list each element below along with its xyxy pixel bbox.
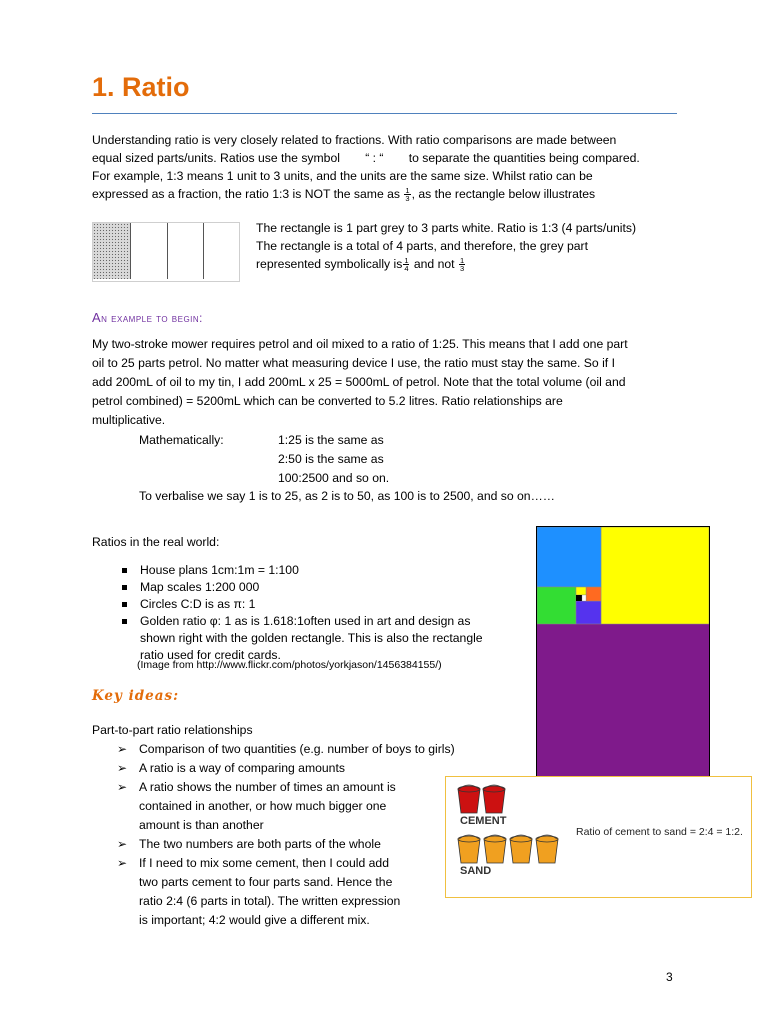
fraction-one-third-b: $\frac{1}{3}$ (459, 256, 465, 274)
math-label: Mathematically: (139, 433, 224, 447)
image-credit: (Image from http://www.flickr.com/photos/yorkjason/1456384155/) (137, 659, 442, 671)
key-ideas-list (117, 740, 457, 930)
golden-rectangle-figure (536, 526, 710, 780)
golden-rectangle-svg (537, 527, 709, 779)
real-world-heading: Ratios in the real world: (92, 535, 220, 549)
ratio-symbol: “ : “ (365, 151, 384, 165)
list-item-line: ratio 2:4 (6 parts in total). The written expression (139, 894, 401, 908)
yellow-square (601, 527, 709, 624)
violet-square (576, 601, 601, 624)
page-title: 1. Ratio (92, 72, 190, 102)
sand-bucket-icon (510, 835, 532, 863)
list-item-line: amount is than another (139, 818, 264, 832)
list-item (117, 778, 457, 835)
white-part-1 (131, 223, 168, 279)
blue-square (537, 527, 601, 587)
list-item (117, 854, 457, 930)
tiny-black-square (576, 595, 582, 601)
list-item: Circles C:D is as π: 1 (118, 596, 528, 613)
cement-sand-caption: Ratio of cement to sand = 2:4 = 1:2. (576, 826, 743, 838)
list-item-line: ➢ Comparison of two quantities (e.g. number of boys to girls) (139, 742, 455, 756)
sand-bucket-icon (484, 835, 506, 863)
example-paragraph: My two-stroke mower requires petrol and oil mixed to a ratio of 1:25. This means that I add one part oil to 25 parts petrol. No matter what measuring device I use, the ratio must stay the same. So if I add 200mL of oil to my tin, I add 200mL x 25 = 5000mL of petrol. Note that the total volume (oil and petrol combined) = 5200mL which can be converted to 5.2 litres. Ratio relationships are multiplicative. (92, 337, 628, 427)
rectangle-explanation: The rectangle is 1 part grey to 3 parts white. Ratio is 1:3 (4 parts/units) The rectangle is a total of 4 parts, and therefore, the grey part represented symbolically is $\frac{1}{4}$ and not $\frac{1}{3}$ (256, 221, 637, 274)
key-ideas-heading: Key ideas: (92, 688, 180, 704)
intro-line-1: Understanding ratio is very closely related to fractions. With ratio comparisons are made between (92, 133, 617, 147)
white-part-2 (168, 223, 204, 279)
list-item: Golden ratio φ: 1 as is 1.618:1often used in art and design as shown right with the golden rectangle. This is also the rectangle ratio used for credit cards. (118, 613, 528, 664)
cement-sand-figure (445, 776, 752, 898)
intro-paragraph (92, 131, 692, 203)
list-item-line: ➢ If I need to mix some cement, then I could add (139, 856, 389, 870)
list-item-line: is important; 4:2 would give a different mix. (139, 913, 370, 927)
buckets-svg (446, 777, 596, 895)
example-heading: An example to begin: (92, 310, 203, 325)
green-square (537, 587, 576, 624)
list-item-line: ➢ A ratio is a way of comparing amounts (139, 761, 345, 775)
fraction-one-quarter: $\frac{1}{4}$ (404, 256, 409, 274)
list-item-line: contained in another, or how much bigger one (139, 799, 387, 813)
cement-label: CEMENT (460, 815, 507, 827)
list-item: House plans 1cm:1m = 1:100 (118, 562, 528, 579)
list-item (117, 740, 457, 759)
list-item (117, 759, 457, 778)
list-item: Map scales 1:200 000 (118, 579, 528, 596)
page-number: 3 (666, 970, 673, 984)
real-world-list (118, 562, 528, 664)
white-part-3 (204, 223, 238, 279)
cement-bucket-icon (483, 785, 505, 813)
orange-square (586, 587, 601, 601)
fraction-one-third: $\frac{1}{3}$ (405, 186, 410, 204)
list-item-line: ➢ The two numbers are both parts of the whole (139, 837, 381, 851)
tiny-white-square (582, 595, 586, 601)
part-to-part-heading: Part-to-part ratio relationships (92, 723, 253, 737)
sand-bucket-icon (536, 835, 558, 863)
list-item (117, 835, 457, 854)
intro-line-4: expressed as a fraction, the ratio 1:3 is NOT the same as $\frac{1}{3}$ , as the rectangle below illustrates (92, 186, 596, 204)
list-item-line: ➢ A ratio shows the number of times an amount is (139, 780, 396, 794)
sand-label: SAND (460, 865, 492, 877)
list-item-line: two parts cement to four parts sand. Hence the (139, 875, 393, 889)
ratio-rectangle (92, 222, 240, 282)
verbalise-line: To verbalise we say 1 is to 25, as 2 is to 50, as 100 is to 2500, and so on…… (139, 489, 555, 503)
title-underline (92, 113, 677, 114)
grey-part (93, 223, 131, 279)
small-yellow-square (576, 587, 586, 595)
intro-line-2: equal sized parts/units. Ratios use the symbol “ : “ to separate the quantities being compared. (92, 151, 640, 165)
math-equivalences: 1:25 is the same as 2:50 is the same as 100:2500 and so on. (278, 433, 390, 485)
sand-bucket-icon (458, 835, 480, 863)
intro-line-3: For example, 1:3 means 1 unit to 3 units, and the units are the same size. Whilst ratio can be (92, 169, 593, 183)
cement-bucket-icon (458, 785, 480, 813)
